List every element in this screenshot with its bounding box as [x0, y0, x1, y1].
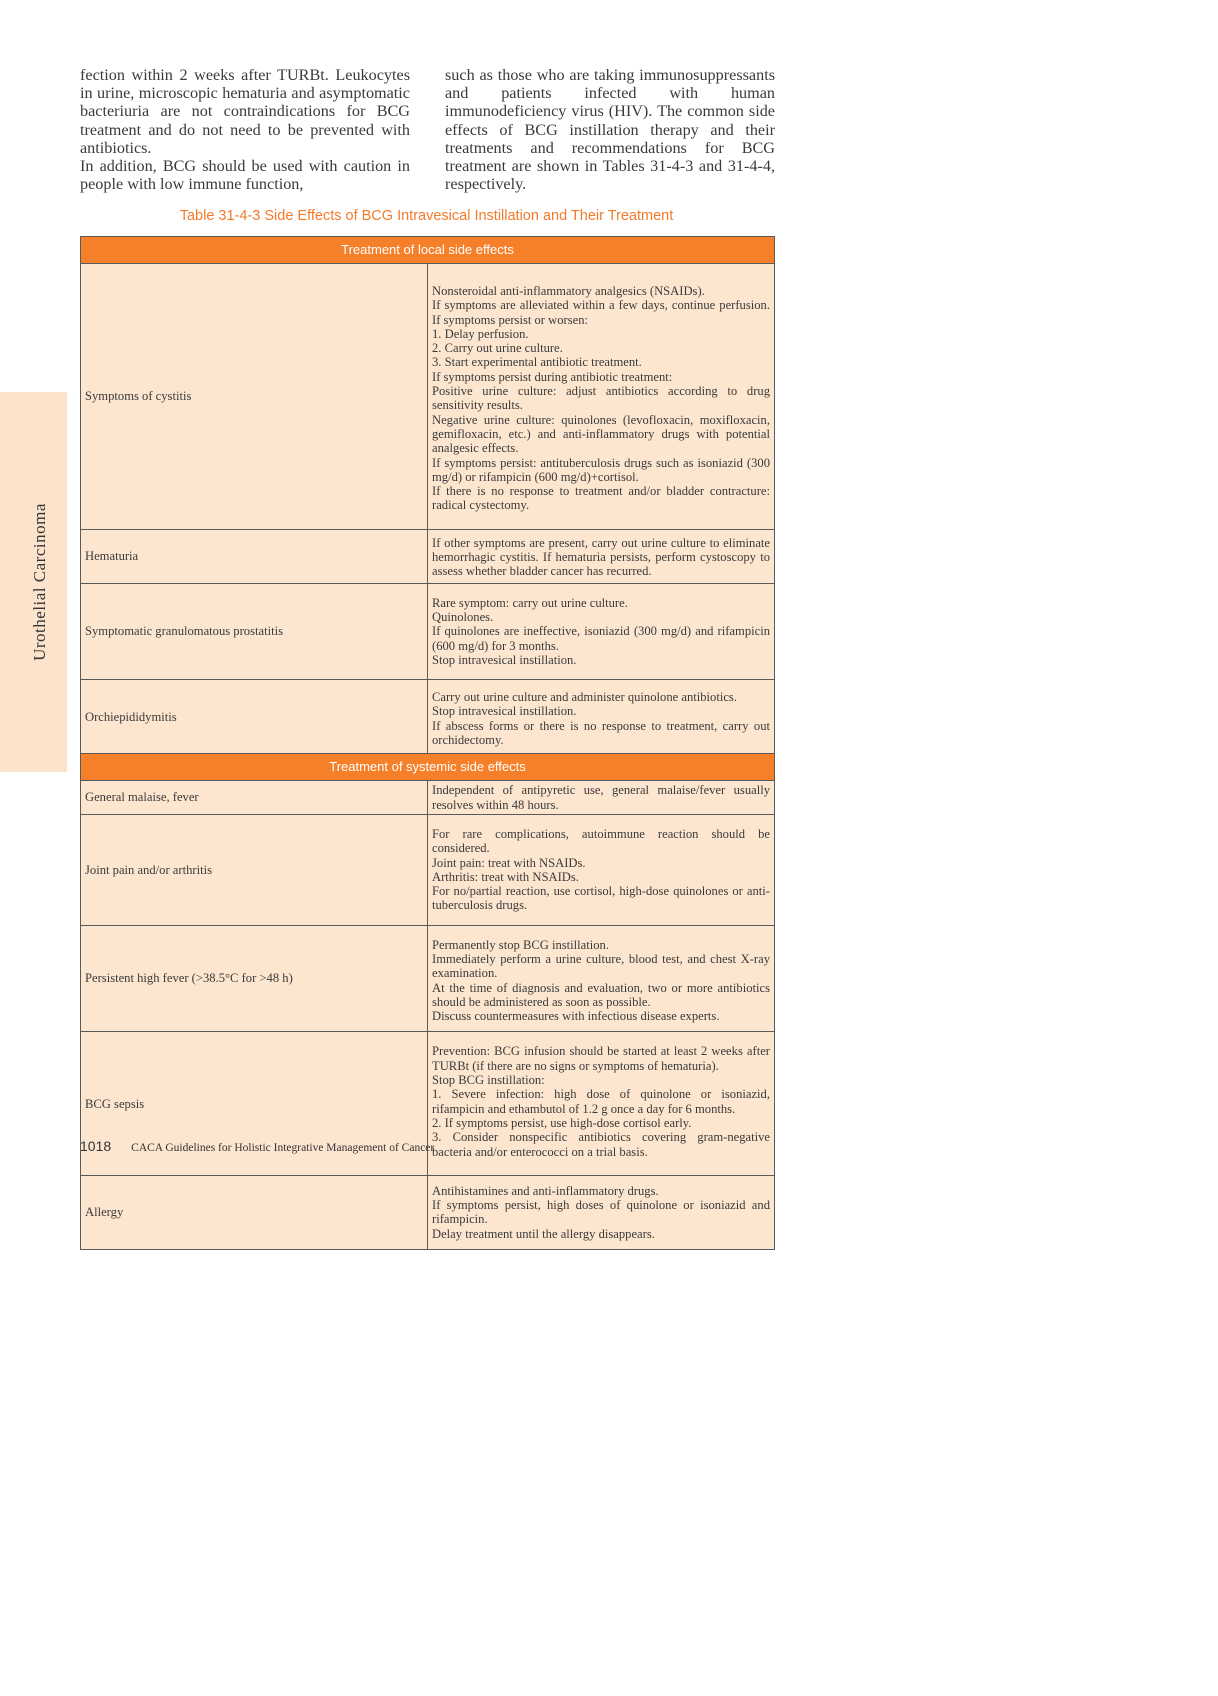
treatment-line: Prevention: BCG infusion should be started at least 2 weeks after TURBt (if there are no signs or symptoms of hematuria).	[432, 1044, 770, 1073]
treatment-line: Carry out urine culture and administer quinolone antibiotics.	[432, 690, 737, 705]
treatment-line: If other symptoms are present, carry out urine culture to eliminate hemorrhagic cystitis. If hematuria persists, perform cystoscopy to assess whether bladder cancer has recurred.	[432, 535, 770, 579]
side-effect-name: General malaise, fever	[81, 781, 428, 815]
side-effect-name: Allergy	[81, 1175, 428, 1249]
treatment-line: 3. Start experimental antibiotic treatment.	[432, 355, 642, 370]
treatment-cell	[428, 264, 775, 530]
treatment-line: Arthritis: treat with NSAIDs.	[432, 869, 579, 884]
side-effect-name: Symptoms of cystitis	[81, 264, 428, 530]
treatment-line: Stop intravesical instillation.	[432, 704, 577, 719]
treatment-cell	[428, 1175, 775, 1249]
treatment-cell	[428, 814, 775, 925]
chapter-side-tab	[0, 392, 67, 772]
treatment-line: Antihistamines and anti-inflammatory drugs.	[432, 1183, 659, 1198]
table-row	[81, 583, 775, 679]
treatment-cell	[428, 781, 775, 815]
body-paragraph: such as those who are taking immunosuppressants and patients infected with human immunodeficiency virus (HIV). The common side effects of BCG instillation therapy and their treatments and recommendations for BCG treatment are shown in Tables 31-4-3 and 31-4-4, respectively.	[445, 66, 775, 194]
treatment-cell	[428, 529, 775, 583]
treatment-line: Stop BCG instillation:	[432, 1073, 545, 1088]
treatment-line: Joint pain: treat with NSAIDs.	[432, 855, 586, 870]
treatment-line: Independent of antipyretic use, general malaise/fever usually resolves within 48 hours.	[432, 783, 770, 812]
treatment-line: Discuss countermeasures with infectious disease experts.	[432, 1009, 720, 1024]
side-effects-table-body	[81, 237, 775, 1250]
treatment-line: 1. Severe infection: high dose of quinolone or isoniazid, rifampicin and ethambutol of 1.2 g once a day for 6 months.	[432, 1087, 770, 1116]
table-row	[81, 814, 775, 925]
side-effects-table	[80, 236, 775, 1250]
treatment-line: If symptoms are alleviated within a few days, continue perfusion. If symptoms persist or worsen:	[432, 298, 770, 327]
table-section-header: Treatment of systemic side effects	[81, 754, 775, 781]
treatment-line: Positive urine culture: adjust antibiotics according to drug sensitivity results.	[432, 384, 770, 413]
table-row	[81, 264, 775, 530]
body-paragraph: In addition, BCG should be used with caution in people with low immune function,	[80, 157, 410, 194]
table-section-header: Treatment of local side effects	[81, 237, 775, 264]
page-number: 1018	[80, 1138, 112, 1154]
body-text-right-column	[445, 66, 775, 193]
treatment-line: Stop intravesical instillation.	[432, 652, 577, 667]
side-effect-name: BCG sepsis	[81, 1032, 428, 1175]
treatment-line: 3. Consider nonspecific antibiotics covering gram-negative bacteria and/or enterococci on a trial basis.	[432, 1130, 770, 1159]
side-effect-name: Orchiepididymitis	[81, 680, 428, 754]
treatment-line: For rare complications, autoimmune reaction should be considered.	[432, 826, 770, 856]
table-caption: Table 31-4-3 Side Effects of BCG Intravesical Instillation and Their Treatment	[179, 208, 674, 224]
treatment-cell	[428, 925, 775, 1032]
treatment-cell	[428, 1032, 775, 1175]
side-effect-name: Hematuria	[81, 529, 428, 583]
treatment-line: Permanently stop BCG instillation.	[432, 937, 610, 952]
treatment-line: 2. Carry out urine culture.	[432, 341, 563, 356]
table-section-header-row	[81, 237, 775, 264]
treatment-line: Rare symptom: carry out urine culture.	[432, 595, 628, 610]
treatment-line: If symptoms persist during antibiotic treatment:	[432, 369, 673, 384]
treatment-line: Quinolones.	[432, 609, 494, 624]
treatment-line: 2. If symptoms persist, use high-dose cortisol early.	[432, 1115, 692, 1130]
treatment-line: If there is no response to treatment and/or bladder contracture: radical cystectomy.	[432, 484, 770, 513]
treatment-cell	[428, 680, 775, 754]
treatment-line: If symptoms persist, high doses of quinolone or isoniazid and rifampicin.	[432, 1198, 770, 1227]
treatment-line: Immediately perform a urine culture, blood test, and chest X-ray examination.	[432, 951, 770, 981]
table-row	[81, 925, 775, 1032]
treatment-line: Negative urine culture: quinolones (levofloxacin, moxifloxacin, gemifloxacin, etc.) and anti-inflammatory drugs with potential analgesic effects.	[432, 412, 770, 456]
treatment-cell	[428, 583, 775, 679]
table-row	[81, 781, 775, 815]
table-section-header-row	[81, 754, 775, 781]
treatment-line: If quinolones are ineffective, isoniazid (300 mg/d) and rifampicin (600 mg/d) for 3 months.	[432, 624, 770, 653]
body-text-left-column	[80, 66, 410, 193]
table-row	[81, 680, 775, 754]
treatment-line: If abscess forms or there is no response to treatment, carry out orchidectomy.	[432, 718, 770, 748]
footer-title: CACA Guidelines for Holistic Integrative Management of Cancer	[131, 1142, 435, 1154]
treatment-line: Nonsteroidal anti-inflammatory analgesics (NSAIDs).	[432, 284, 705, 298]
side-effect-name: Joint pain and/or arthritis	[81, 814, 428, 925]
treatment-line: For no/partial reaction, use cortisol, high-dose quinolones or anti-tuberculosis drugs.	[432, 884, 770, 913]
treatment-line: 1. Delay perfusion.	[432, 326, 529, 341]
table-row	[81, 1175, 775, 1249]
table-row	[81, 529, 775, 583]
treatment-line: At the time of diagnosis and evaluation, two or more antibiotics should be administered as soon as possible.	[432, 980, 770, 1009]
page-footer	[80, 1138, 434, 1155]
treatment-line: Delay treatment until the allergy disappears.	[432, 1226, 655, 1241]
treatment-line: If symptoms persist: antituberculosis drugs such as isoniazid (300 mg/d) or rifampicin (600 mg/d)+cortisol.	[432, 455, 770, 484]
chapter-side-tab-label: Urothelial Carcinoma	[30, 503, 49, 661]
body-paragraph: fection within 2 weeks after TURBt. Leukocytes in urine, microscopic hematuria and asymptomatic bacteriuria are not contraindications for BCG treatment and do not need to be prevented with antibiotics.	[80, 66, 410, 157]
side-effect-name: Symptomatic granulomatous prostatitis	[81, 583, 428, 679]
side-effect-name: Persistent high fever (>38.5°C for >48 h)	[81, 925, 428, 1032]
